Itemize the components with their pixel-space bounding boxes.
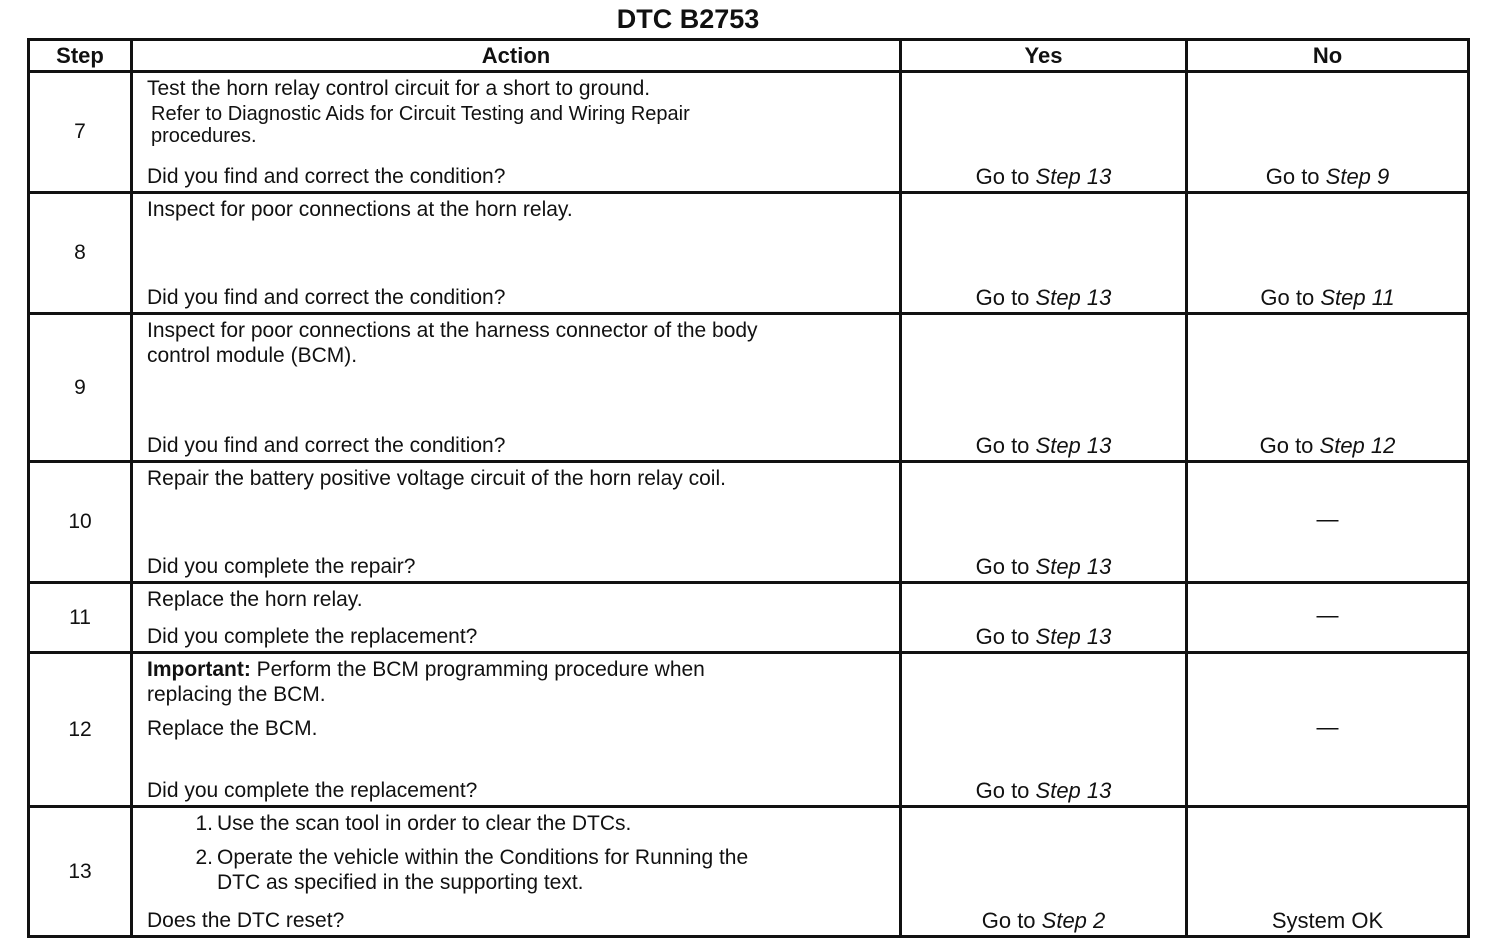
yes-link[interactable] <box>902 285 1185 311</box>
action-cell <box>132 807 901 937</box>
header-no: No <box>1187 40 1469 72</box>
list-number: 1. <box>195 812 213 835</box>
action-question: Did you find and correct the condition? <box>147 286 506 309</box>
no-dash: — <box>1316 506 1339 532</box>
action-line: procedures. <box>151 125 257 147</box>
step-number: 13 <box>29 807 132 937</box>
important-text: Perform the BCM programming procedure when <box>250 658 705 681</box>
yes-prefix: Go to <box>975 285 1036 310</box>
yes-cell <box>901 462 1187 583</box>
table-row <box>29 314 1469 462</box>
yes-link[interactable] <box>902 554 1185 580</box>
action-cell <box>132 583 901 653</box>
yes-prefix: Go to <box>975 164 1036 189</box>
no-prefix: Go to <box>1259 433 1320 458</box>
action-question: Did you find and correct the condition? <box>147 165 506 188</box>
no-dash: — <box>1316 713 1339 739</box>
action-line: Replace the horn relay. <box>147 588 363 611</box>
table-row <box>29 653 1469 807</box>
no-cell <box>1187 807 1469 937</box>
action-cell <box>132 193 901 314</box>
action-line: Inspect for poor connections at the harness connector of the body <box>147 319 758 342</box>
no-cell <box>1187 653 1469 807</box>
list-text: Operate the vehicle within the Conditions for Running the <box>217 846 749 869</box>
yes-prefix: Go to <box>975 624 1036 649</box>
no-cell <box>1187 462 1469 583</box>
action-cell <box>132 462 901 583</box>
action-question: Does the DTC reset? <box>147 909 345 932</box>
yes-prefix: Go to <box>975 433 1036 458</box>
no-result: System OK <box>1271 908 1384 933</box>
header-action: Action <box>132 40 901 72</box>
no-dash: — <box>1316 601 1339 627</box>
no-step: Step 12 <box>1319 433 1396 458</box>
yes-prefix: Go to <box>981 908 1042 933</box>
list-number: 2. <box>195 846 213 869</box>
yes-cell <box>901 193 1187 314</box>
yes-link[interactable] <box>902 624 1185 650</box>
list-text: DTC as specified in the supporting text. <box>217 871 584 894</box>
yes-step: Step 13 <box>1035 164 1112 189</box>
no-cell <box>1187 193 1469 314</box>
step-number: 12 <box>29 653 132 807</box>
step-number: 9 <box>29 314 132 462</box>
action-line: control module (BCM). <box>147 344 358 367</box>
action-line: Repair the battery positive voltage circuit of the horn relay coil. <box>147 467 726 490</box>
yes-cell <box>901 653 1187 807</box>
yes-prefix: Go to <box>975 778 1036 803</box>
page-title: DTC B2753 <box>616 4 760 34</box>
yes-step: Step 13 <box>1035 778 1112 803</box>
action-line: Test the horn relay control circuit for a short to ground. <box>147 77 651 100</box>
action-cell <box>132 653 901 807</box>
action-line: Replace the BCM. <box>147 717 318 740</box>
list-text: Use the scan tool in order to clear the DTCs. <box>217 812 632 835</box>
step-number: 8 <box>29 193 132 314</box>
table-row <box>29 583 1469 653</box>
yes-cell <box>901 583 1187 653</box>
no-prefix: Go to <box>1265 164 1326 189</box>
no-step: Step 11 <box>1320 285 1395 310</box>
action-cell <box>132 314 901 462</box>
no-cell <box>1187 72 1469 193</box>
yes-link[interactable] <box>902 908 1185 934</box>
no-cell <box>1187 583 1469 653</box>
yes-step: Step 13 <box>1035 285 1112 310</box>
yes-step: Step 13 <box>1035 433 1112 458</box>
yes-step: Step 13 <box>1035 554 1112 579</box>
yes-cell <box>901 807 1187 937</box>
action-question: Did you find and correct the condition? <box>147 434 506 457</box>
action-question: Did you complete the repair? <box>147 555 416 578</box>
header-row <box>29 40 1469 72</box>
yes-link[interactable] <box>902 164 1185 190</box>
yes-cell <box>901 314 1187 462</box>
no-link[interactable] <box>1188 433 1467 459</box>
header-step: Step <box>29 40 132 72</box>
action-line: Refer to Diagnostic Aids for Circuit Testing and Wiring Repair <box>151 103 690 125</box>
important-note <box>147 658 891 682</box>
no-link[interactable] <box>1188 285 1467 311</box>
no-link[interactable] <box>1188 164 1467 190</box>
table-row <box>29 72 1469 193</box>
step-number: 10 <box>29 462 132 583</box>
action-question: Did you complete the replacement? <box>147 625 478 648</box>
yes-step: Step 2 <box>1041 908 1106 933</box>
yes-step: Step 13 <box>1035 624 1112 649</box>
no-cell <box>1187 314 1469 462</box>
table-row <box>29 462 1469 583</box>
step-number: 7 <box>29 72 132 193</box>
action-line: Inspect for poor connections at the horn relay. <box>147 198 573 221</box>
table-row <box>29 807 1469 937</box>
yes-link[interactable] <box>902 433 1185 459</box>
header-yes: Yes <box>901 40 1187 72</box>
dtc-table <box>27 38 1470 938</box>
important-label: Important: <box>147 658 251 681</box>
yes-link[interactable] <box>902 778 1185 804</box>
action-question: Did you complete the replacement? <box>147 779 478 802</box>
action-cell <box>132 72 901 193</box>
no-step: Step 9 <box>1325 164 1390 189</box>
yes-prefix: Go to <box>975 554 1036 579</box>
yes-cell <box>901 72 1187 193</box>
step-number: 11 <box>29 583 132 653</box>
table-row <box>29 193 1469 314</box>
action-line: replacing the BCM. <box>147 683 326 706</box>
no-prefix: Go to <box>1260 285 1321 310</box>
